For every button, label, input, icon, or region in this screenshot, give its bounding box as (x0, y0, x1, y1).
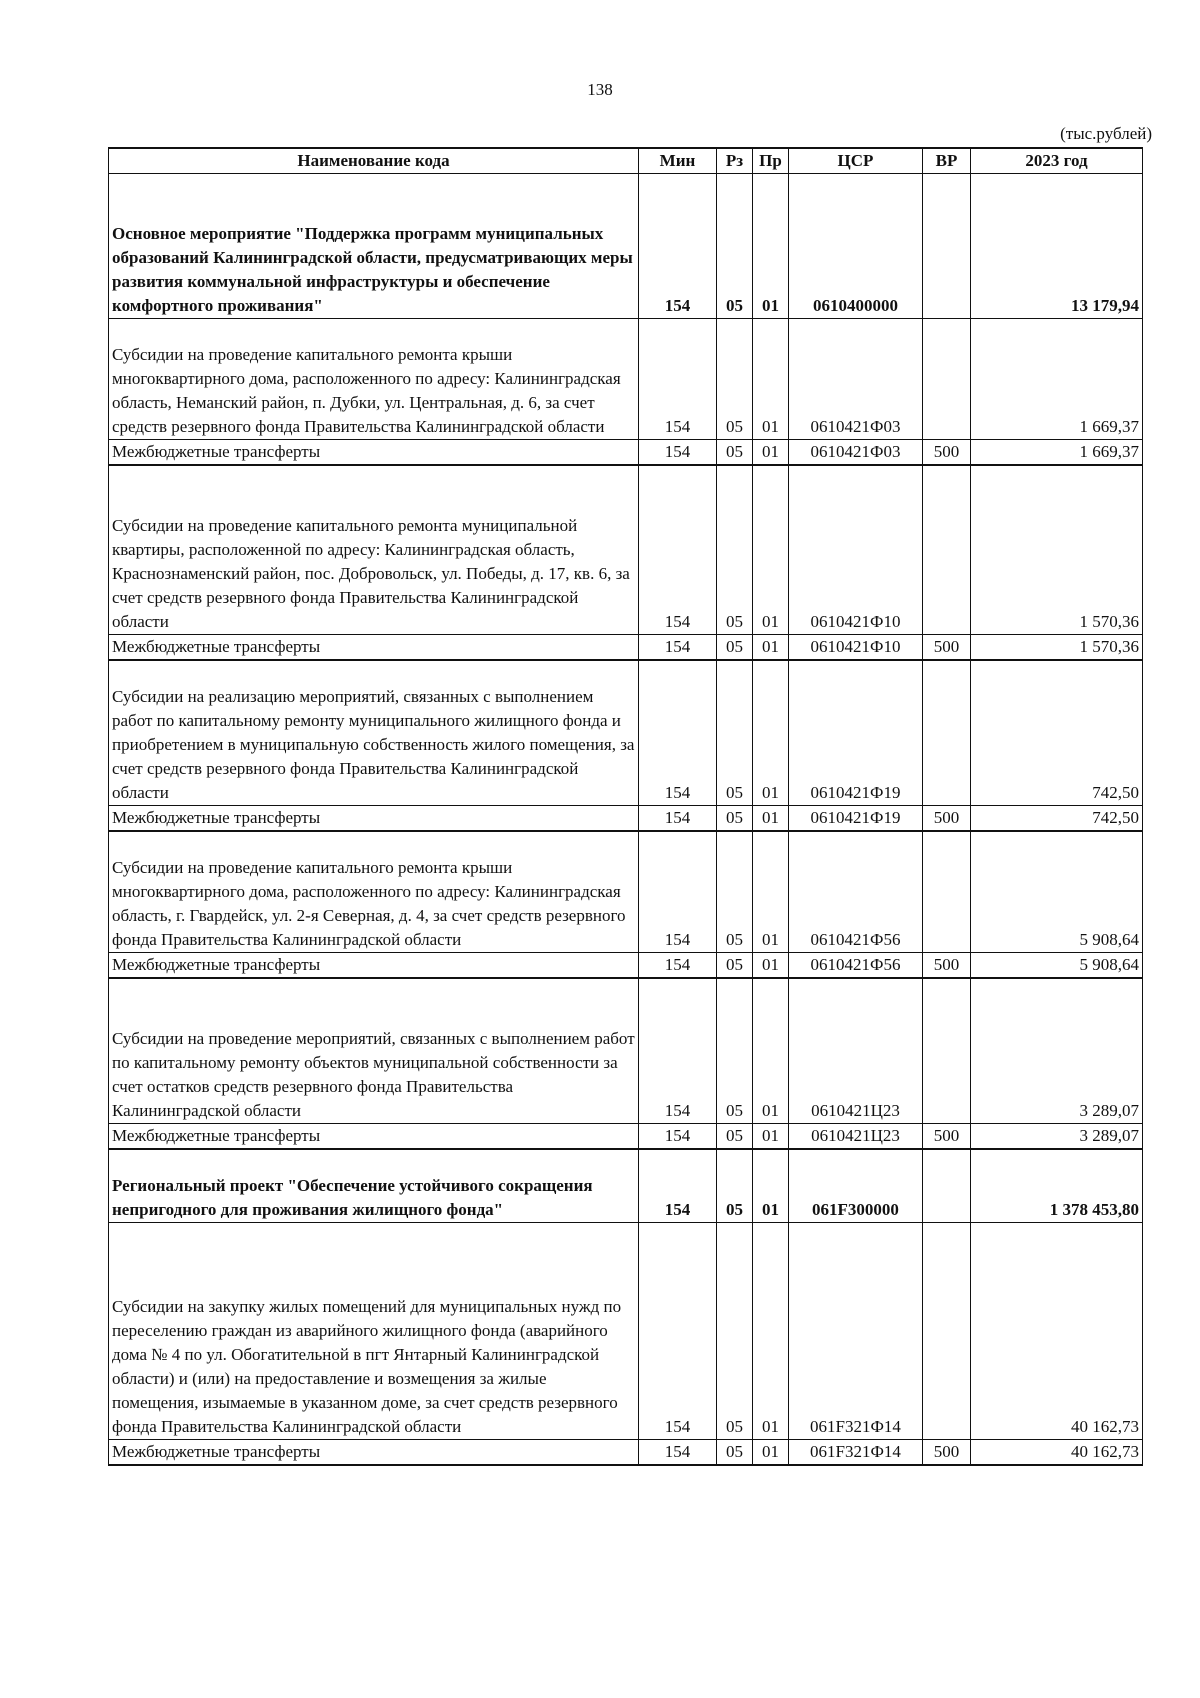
cell-amount: 742,50 (971, 660, 1143, 806)
cell-amount: 1 570,36 (971, 465, 1143, 635)
cell-min: 154 (639, 660, 717, 806)
cell-pr: 01 (753, 831, 789, 953)
cell-name: Субсидии на проведение мероприятий, связанных с выполнением работ по капитальному ремонту объектов муниципальной собственности за счет остатков средств резервного фонда Правительства Калининградской области (109, 978, 639, 1124)
cell-name: Межбюджетные трансферты (109, 1124, 639, 1150)
cell-amount: 1 378 453,80 (971, 1149, 1143, 1223)
cell-amount: 3 289,07 (971, 1124, 1143, 1150)
table-row (109, 660, 1143, 806)
cell-csr: 061F321Ф14 (789, 1223, 923, 1440)
cell-pr: 01 (753, 440, 789, 466)
cell-rz: 05 (717, 174, 753, 319)
cell-vr: 500 (923, 440, 971, 466)
table-row (109, 1440, 1143, 1466)
cell-vr: 500 (923, 953, 971, 979)
cell-rz: 05 (717, 1149, 753, 1223)
cell-min: 154 (639, 1440, 717, 1466)
cell-pr: 01 (753, 635, 789, 661)
table-row (109, 1149, 1143, 1223)
cell-name: Межбюджетные трансферты (109, 635, 639, 661)
table-row (109, 465, 1143, 635)
table-row (109, 319, 1143, 440)
header-vr: ВР (923, 148, 971, 174)
cell-rz: 05 (717, 465, 753, 635)
table-row (109, 1124, 1143, 1150)
cell-rz: 05 (717, 635, 753, 661)
cell-pr: 01 (753, 978, 789, 1124)
cell-min: 154 (639, 1124, 717, 1150)
cell-amount: 13 179,94 (971, 174, 1143, 319)
cell-rz: 05 (717, 1440, 753, 1466)
cell-min: 154 (639, 174, 717, 319)
cell-pr: 01 (753, 1440, 789, 1466)
table-row (109, 440, 1143, 466)
cell-pr: 01 (753, 319, 789, 440)
cell-csr: 0610421Ф03 (789, 440, 923, 466)
header-year: 2023 год (971, 148, 1143, 174)
header-rz: Рз (717, 148, 753, 174)
cell-min: 154 (639, 319, 717, 440)
cell-vr (923, 174, 971, 319)
cell-vr: 500 (923, 806, 971, 832)
cell-vr (923, 660, 971, 806)
cell-name: Субсидии на проведение капитального ремонта крыши многоквартирного дома, расположенного по адресу: Калининградская область, Неманский район, п. Дубки, ул. Центральная, д. 6, за счет средств резервного фонда Правительства Калининградской области (109, 319, 639, 440)
cell-csr: 0610421Ф56 (789, 831, 923, 953)
cell-amount: 1 669,37 (971, 319, 1143, 440)
cell-rz: 05 (717, 660, 753, 806)
cell-pr: 01 (753, 465, 789, 635)
cell-amount: 3 289,07 (971, 978, 1143, 1124)
cell-name: Межбюджетные трансферты (109, 806, 639, 832)
cell-rz: 05 (717, 978, 753, 1124)
cell-min: 154 (639, 1149, 717, 1223)
cell-name: Субсидии на закупку жилых помещений для муниципальных нужд по переселению граждан из аварийного жилищного фонда (аварийного дома № 4 по ул. Обогатительной в пгт Янтарный Калининградской области) и (или) на предоставление и возмещения за жилые помещения, изымаемые в указанном доме, за счет средств резервного фонда Правительства Калининградской области (109, 1223, 639, 1440)
cell-name: Субсидии на проведение капитального ремонта крыши многоквартирного дома, расположенного по адресу: Калининградская область, г. Гвардейск, ул. 2-я Северная, д. 4, за счет средств резервного фонда Правительства Калининградской области (109, 831, 639, 953)
table-row (109, 635, 1143, 661)
cell-vr: 500 (923, 635, 971, 661)
cell-csr: 0610421Ф56 (789, 953, 923, 979)
cell-csr: 0610421Ц23 (789, 978, 923, 1124)
cell-name: Региональный проект "Обеспечение устойчивого сокращения непригодного для проживания жилищного фонда" (109, 1149, 639, 1223)
cell-amount: 40 162,73 (971, 1223, 1143, 1440)
cell-pr: 01 (753, 806, 789, 832)
cell-min: 154 (639, 953, 717, 979)
cell-vr (923, 978, 971, 1124)
cell-rz: 05 (717, 1223, 753, 1440)
cell-csr: 061F300000 (789, 1149, 923, 1223)
table-header-row (109, 148, 1143, 174)
header-min: Мин (639, 148, 717, 174)
cell-amount: 1 570,36 (971, 635, 1143, 661)
page-number: 138 (587, 80, 613, 99)
cell-rz: 05 (717, 806, 753, 832)
cell-rz: 05 (717, 440, 753, 466)
cell-csr: 0610421Ц23 (789, 1124, 923, 1150)
header-csr: ЦСР (789, 148, 923, 174)
cell-name: Субсидии на проведение капитального ремонта муниципальной квартиры, расположенной по адресу: Калининградская область, Краснознаменский район, пос. Добровольск, ул. Победы, д. 17, кв. 6, за счет средств резервного фонда Правительства Калининградской области (109, 465, 639, 635)
cell-min: 154 (639, 635, 717, 661)
cell-vr (923, 831, 971, 953)
cell-csr: 0610421Ф10 (789, 465, 923, 635)
budget-table (108, 147, 1143, 1466)
cell-min: 154 (639, 978, 717, 1124)
cell-csr: 0610421Ф10 (789, 635, 923, 661)
cell-min: 154 (639, 440, 717, 466)
table-row (109, 806, 1143, 832)
cell-name: Межбюджетные трансферты (109, 953, 639, 979)
cell-amount: 1 669,37 (971, 440, 1143, 466)
cell-name: Основное мероприятие "Поддержка программ муниципальных образований Калининградской области, предусматривающих меры развития коммунальной инфраструктуры и обеспечение комфортного проживания" (109, 174, 639, 319)
cell-csr: 061F321Ф14 (789, 1440, 923, 1466)
table-body (109, 174, 1143, 1466)
table-row (109, 831, 1143, 953)
cell-csr: 0610421Ф19 (789, 660, 923, 806)
cell-pr: 01 (753, 953, 789, 979)
unit-label: (тыс.рублей) (1060, 124, 1152, 143)
cell-name: Субсидии на реализацию мероприятий, связанных с выполнением работ по капитальному ремонту муниципального жилищного фонда и приобретением в муниципальную собственность жилого помещения, за счет средств резервного фонда Правительства Калининградской области (109, 660, 639, 806)
cell-min: 154 (639, 806, 717, 832)
cell-rz: 05 (717, 319, 753, 440)
cell-vr (923, 1149, 971, 1223)
cell-pr: 01 (753, 660, 789, 806)
table-row (109, 978, 1143, 1124)
header-name: Наименование кода (109, 148, 639, 174)
cell-pr: 01 (753, 1223, 789, 1440)
cell-amount: 5 908,64 (971, 953, 1143, 979)
cell-name: Межбюджетные трансферты (109, 1440, 639, 1466)
cell-rz: 05 (717, 953, 753, 979)
cell-vr (923, 1223, 971, 1440)
cell-vr: 500 (923, 1440, 971, 1466)
cell-rz: 05 (717, 831, 753, 953)
cell-rz: 05 (717, 1124, 753, 1150)
cell-min: 154 (639, 1223, 717, 1440)
cell-vr (923, 465, 971, 635)
cell-csr: 0610421Ф19 (789, 806, 923, 832)
cell-pr: 01 (753, 174, 789, 319)
cell-min: 154 (639, 465, 717, 635)
table-row (109, 1223, 1143, 1440)
table-row (109, 174, 1143, 319)
cell-csr: 0610400000 (789, 174, 923, 319)
cell-vr: 500 (923, 1124, 971, 1150)
cell-amount: 742,50 (971, 806, 1143, 832)
cell-pr: 01 (753, 1124, 789, 1150)
cell-amount: 40 162,73 (971, 1440, 1143, 1466)
cell-amount: 5 908,64 (971, 831, 1143, 953)
header-pr: Пр (753, 148, 789, 174)
cell-min: 154 (639, 831, 717, 953)
cell-vr (923, 319, 971, 440)
cell-csr: 0610421Ф03 (789, 319, 923, 440)
cell-pr: 01 (753, 1149, 789, 1223)
table-row (109, 953, 1143, 979)
cell-name: Межбюджетные трансферты (109, 440, 639, 466)
